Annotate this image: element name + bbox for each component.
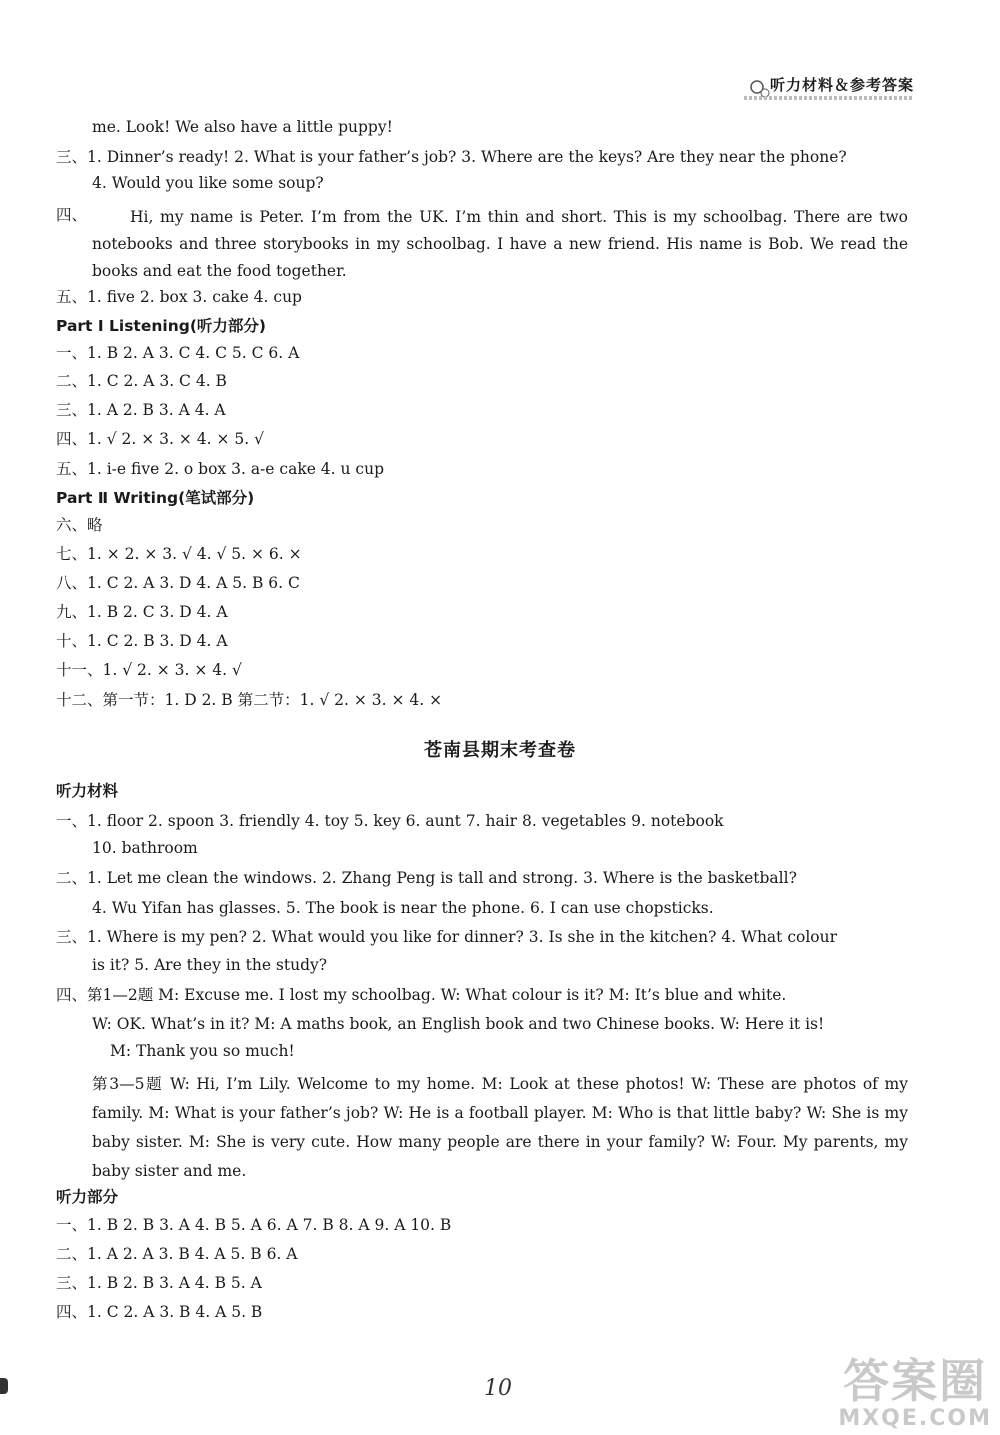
part2-answer-line: 八、1. C 2. A 3. D 4. A 5. B 6. C	[56, 574, 300, 592]
exam-answer-line: 一、1. B 2. B 3. A 4. B 5. A 6. A 7. B 8. A 9. A 10. B	[56, 1216, 452, 1234]
part1-heading: Part Ⅰ Listening(听力部分)	[56, 317, 266, 335]
material-line: W: OK. What’s in it? M: A maths book, an English book and two Chinese books. W: Here it is!	[92, 1015, 825, 1033]
page-number: 10	[484, 1376, 512, 1401]
part1-answer-line: 三、1. A 2. B 3. A 4. A	[56, 401, 226, 419]
part2-heading: Part Ⅱ Writing(笔试部分)	[56, 489, 255, 507]
part2-answer-line: 十二、第一节：1. D 2. B 第二节：1. √ 2. × 3. × 4. ×	[56, 691, 443, 709]
section-5-line: 五、1. five 2. box 3. cake 4. cup	[56, 288, 302, 306]
material-line: 三、1. Where is my pen? 2. What would you like for dinner? 3. Is she in the kitchen? 4. What colour	[56, 928, 838, 946]
material-line: 10. bathroom	[92, 839, 198, 857]
part2-answer-line: 十一、1. √ 2. × 3. × 4. √	[56, 661, 242, 679]
part2-answer-line: 九、1. B 2. C 3. D 4. A	[56, 603, 228, 621]
material-line: 4. Wu Yifan has glasses. 5. The book is near the phone. 6. I can use chopsticks.	[92, 899, 714, 917]
part2-answer-line: 十、1. C 2. B 3. D 4. A	[56, 632, 228, 650]
material-line: 一、1. floor 2. spoon 3. friendly 4. toy 5. key 6. aunt 7. hair 8. vegetables 9. notebook	[56, 812, 724, 830]
listening-material-heading: 听力材料	[56, 782, 119, 800]
section-3-line2: 4. Would you like some soup?	[92, 174, 324, 192]
exam-title: 苍南县期末考查卷	[424, 740, 576, 761]
part2-answer-line: 六、略	[56, 516, 103, 534]
material-line: 四、第1—2题 M: Excuse me. I lost my schoolbag. W: What colour is it? M: It’s blue and white.	[56, 986, 787, 1004]
material-line: 二、1. Let me clean the windows. 2. Zhang Peng is tall and strong. 3. Where is the basketball?	[56, 869, 797, 887]
section-4-paragraph: Hi, my name is Peter. I’m from the UK. I’m thin and short. This is my schoolbag. There are two notebooks and three storybooks in my schoolbag. I have a new friend. His name is Bob. We read the books and eat the food together.	[92, 208, 908, 280]
listening-part-heading: 听力部分	[56, 1188, 119, 1206]
text-line: me. Look! We also have a little puppy!	[92, 118, 393, 136]
watermark	[838, 1356, 992, 1431]
exam-answer-line: 四、1. C 2. A 3. B 4. A 5. B	[56, 1303, 263, 1321]
material-line: is it? 5. Are they in the study?	[92, 956, 328, 974]
exam-answer-line: 三、1. B 2. B 3. A 4. B 5. A	[56, 1274, 262, 1292]
part1-answer-line: 一、1. B 2. A 3. C 4. C 5. C 6. A	[56, 344, 300, 362]
part2-answer-line: 七、1. × 2. × 3. √ 4. √ 5. × 6. ×	[56, 545, 302, 563]
material-line: M: Thank you so much!	[110, 1042, 295, 1060]
section-label: 三、	[56, 148, 88, 166]
watermark-url: MXQE.COM	[838, 1406, 992, 1431]
part1-answer-line: 五、1. i-e five 2. o box 3. a-e cake 4. u cup	[56, 460, 385, 478]
exam-answer-line: 二、1. A 2. A 3. B 4. A 5. B 6. A	[56, 1245, 298, 1263]
section-text: 1. Dinner’s ready! 2. What is your father’s job? 3. Where are the keys? Are they near the phone?	[87, 148, 847, 166]
part1-answer-line: 四、1. √ 2. × 3. × 4. × 5. √	[56, 430, 265, 448]
material-paragraph: 第3—5题 W: Hi, I’m Lily. Welcome to my home. M: Look at these photos! W: These are photos of my family. M: What is your father’s job? W: He is a football player. M: Who is that little baby? W: She is my baby sister. M: She is very cute. How many people are there in your family? W: Four. My parents, my baby sister and me.	[92, 1075, 908, 1180]
section-4-label: 四、	[56, 206, 88, 224]
watermark-logo: 答案圈	[843, 1354, 988, 1408]
margin-mark	[0, 1378, 8, 1394]
part1-answer-line: 二、1. C 2. A 3. C 4. B	[56, 372, 227, 390]
header-underline	[744, 96, 914, 100]
section-3-line1	[56, 146, 916, 168]
page-header: 听力材料＆参考答案	[769, 76, 914, 94]
